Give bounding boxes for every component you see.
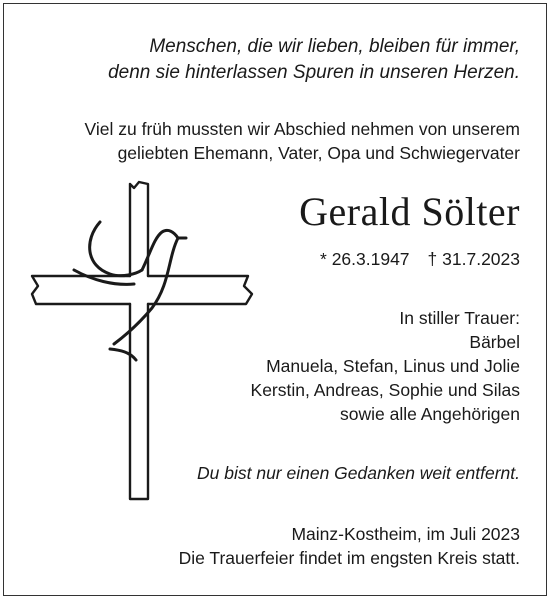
birth-date: * 26.3.1947 — [320, 249, 410, 269]
funeral-note: Die Trauerfeier findet im engsten Kreis statt. — [178, 548, 520, 568]
intro-line-1: Viel zu früh mussten wir Abschied nehmen von unserem — [84, 119, 520, 139]
quote-line-1: Menschen, die wir lieben, bleiben für immer, — [149, 36, 520, 57]
place-date: Mainz-Kostheim, im Juli 2023 — [291, 524, 520, 544]
quote-line-2: denn sie hinterlassen Spuren in unseren Herzen. — [108, 62, 520, 83]
obituary-notice — [3, 3, 547, 596]
deceased-name: Gerald Sölter — [299, 189, 520, 234]
intro-text — [85, 117, 520, 165]
intro-line-2: geliebten Ehemann, Vater, Opa und Schwiegervater — [117, 143, 520, 163]
mourners-heading: In stiller Trauer: — [399, 308, 520, 328]
footer — [179, 522, 520, 570]
mourners-list — [251, 306, 520, 426]
mourner-line-2: Manuela, Stefan, Linus und Jolie — [266, 356, 520, 376]
death-date: † 31.7.2023 — [427, 249, 520, 269]
mourner-line-3: Kerstin, Andreas, Sophie und Silas — [250, 380, 520, 400]
farewell-quote: Du bist nur einen Gedanken weit entfernt. — [197, 463, 520, 483]
cross-horizontal-beam — [32, 276, 130, 304]
mourner-line-1: Bärbel — [469, 332, 520, 352]
opening-quote — [108, 34, 520, 86]
mourner-line-4: sowie alle Angehörigen — [340, 404, 520, 424]
life-dates — [320, 247, 520, 271]
cross-with-dove-icon — [18, 174, 258, 504]
